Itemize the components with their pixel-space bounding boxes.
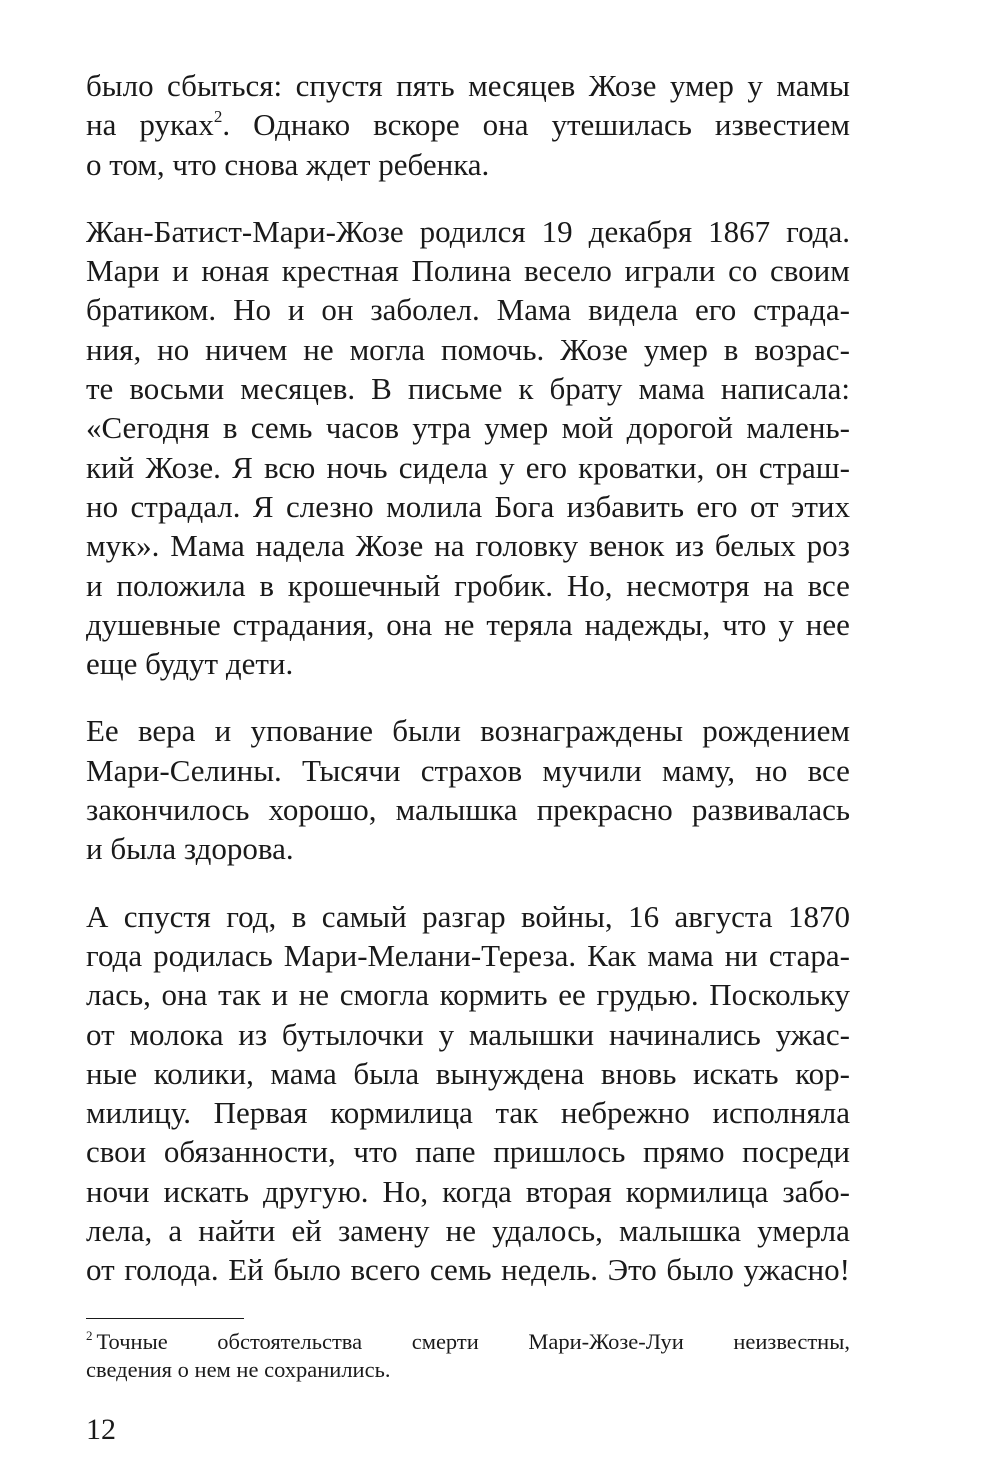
text-line: те восьми месяцев. В письме к брату мама написала: — [86, 371, 850, 407]
paragraph — [86, 212, 850, 684]
text-line: закончилось хорошо, малышка прекрасно развивалась — [86, 792, 850, 828]
footnote-marker: 2 — [86, 1328, 93, 1343]
text-line: мук». Мама надела Жозе на головку венок из белых роз — [86, 528, 850, 564]
text-line: ния, но ничем не могла помочь. Жозе умер в возрас- — [86, 331, 850, 367]
footnote-line: $^2$ Точные обстоятельства смерти Мари-Жозе-Луи неизвестны, — [86, 1328, 850, 1354]
body-text — [86, 66, 850, 1290]
text-line: милицу. Первая кормилица так небрежно исполняла — [86, 1095, 850, 1131]
text-line: от молока из бутылочки у малышки начинались ужас- — [86, 1016, 850, 1052]
text-line: на руках$^2$. Однако вскоре она утешилась известием — [86, 107, 850, 143]
text-line: «Сегодня в семь часов утра умер мой дорогой малень- — [86, 410, 850, 446]
text-line: года родилась Мари-Мелани-Тереза. Как мама ни стара- — [86, 937, 850, 973]
text-line: душевные страдания, она не теряла надежды, что у нее — [86, 606, 850, 642]
text-line: и была здорова. — [86, 831, 294, 867]
paragraph — [86, 897, 850, 1290]
text-line: было сбыться: спустя пять месяцев Жозе умер у мамы — [86, 68, 850, 103]
text-line: Мари и юная крестная Полина весело играли со своим — [86, 253, 850, 289]
text-line: свои обязанности, что папе пришлось прямо посреди — [86, 1134, 850, 1170]
text-line: братиком. Но и он заболел. Мама видела его страда- — [86, 292, 850, 328]
text-line: еще будут дети. — [86, 646, 294, 682]
text-line: Мари-Селины. Тысячи страхов мучили маму, но все — [86, 752, 850, 788]
text-line: Жан-Батист-Мари-Жозе родился 19 декабря 1867 года. — [86, 213, 850, 249]
text-line: Ее вера и упование были вознаграждены рождением — [86, 713, 850, 749]
paragraph — [86, 711, 850, 868]
text-line: лась, она так и не смогла кормить ее грудью. Поскольку — [86, 977, 850, 1013]
footnote — [86, 1328, 850, 1384]
footnote-separator — [86, 1318, 244, 1319]
text-line: лела, а найти ей замену не удалось, малышка умерла — [86, 1213, 850, 1249]
page-number: 12 — [86, 1413, 116, 1446]
text-line: и положила в крошечный гробик. Но, несмотря на все — [86, 567, 850, 603]
text-line: А спустя год, в самый разгар войны, 16 августа 1870 — [86, 898, 850, 934]
text-line: о том, что снова ждет ребенка. — [86, 146, 490, 182]
footnote-reference: 2 — [213, 107, 223, 127]
paragraph — [86, 66, 850, 184]
footnote-line: сведения о нем не сохранились. — [86, 1357, 391, 1382]
text-line: ночи искать другую. Но, когда вторая кормилица забо- — [86, 1173, 850, 1209]
text-line: ные колики, мама была вынуждена вновь искать кор- — [86, 1055, 850, 1091]
text-line: от голода. Ей было всего семь недель. Это было ужасно! — [86, 1252, 850, 1288]
text-line: кий Жозе. Я всю ночь сидела у его кроватки, он страш- — [86, 449, 850, 485]
text-line: но страдал. Я слезно молила Бога избавить его от этих — [86, 488, 850, 524]
